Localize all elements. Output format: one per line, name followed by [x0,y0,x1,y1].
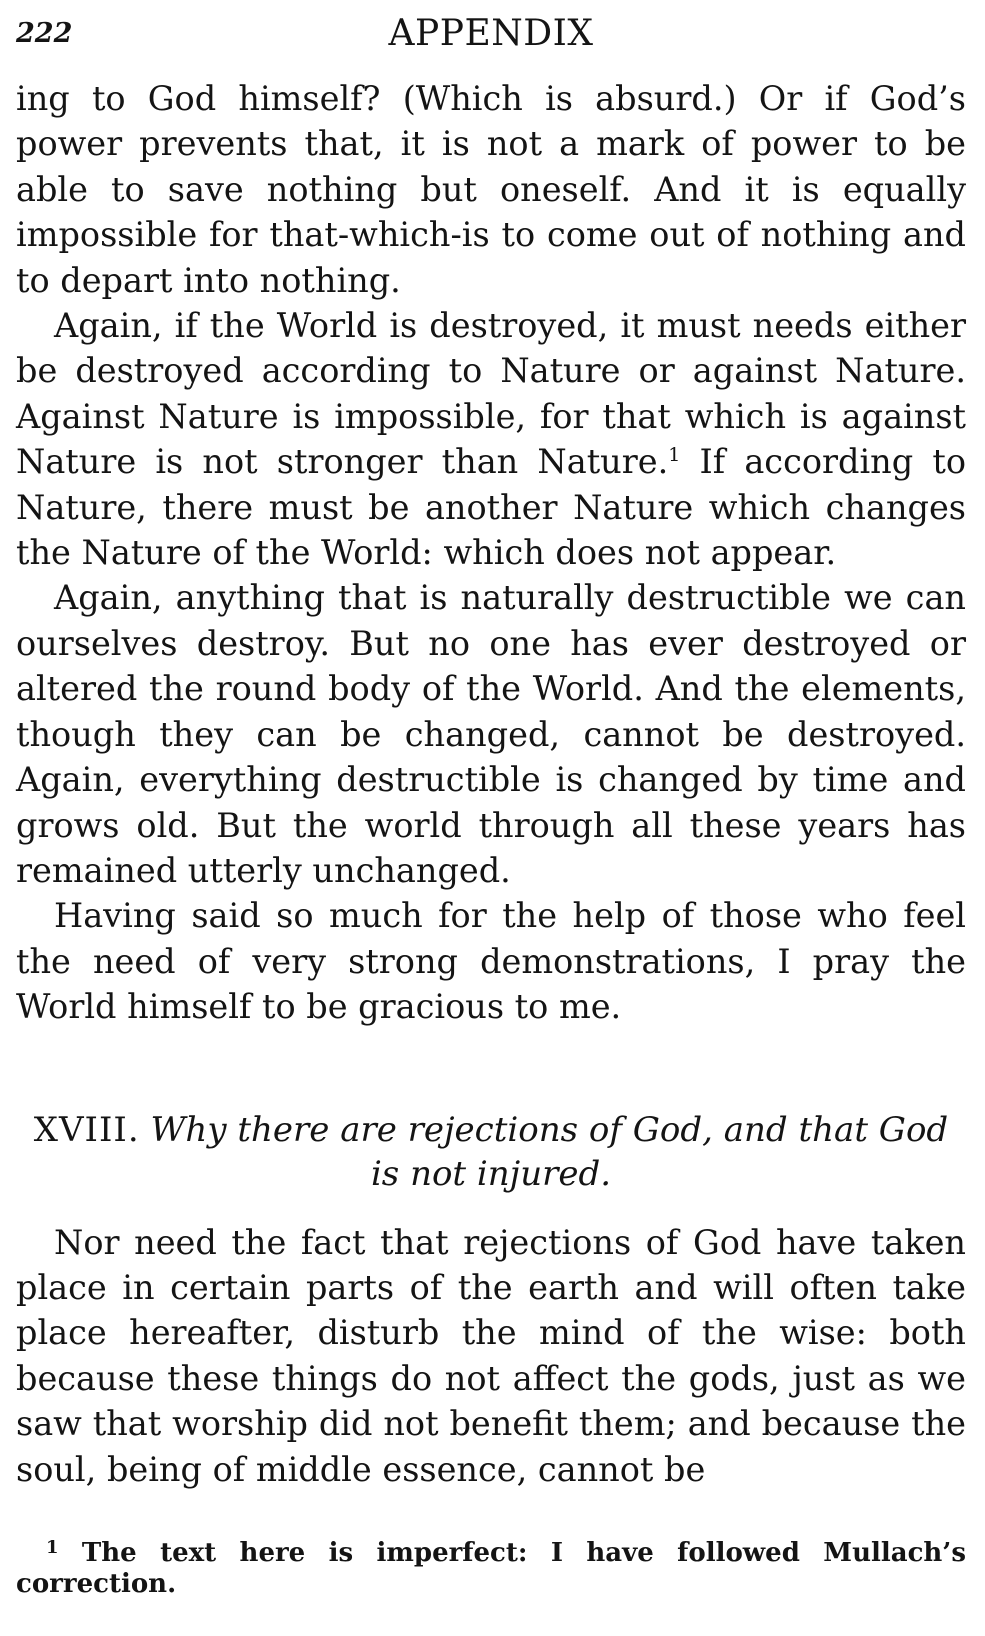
running-head [16,0,966,76]
body-text [16,76,966,1492]
section-numeral: XVIII. [33,1109,140,1150]
paragraph-4: Having said so much for the help of those who feel the need of very strong demonstrations, I pray the World himself to be gracious to me. [16,896,966,1027]
section-heading [16,1108,966,1196]
footnote-reference: 1 [668,444,681,467]
paragraph-2-continuation: If according to Nature, there must be another Nature which changes the Nature of the World: which does not appear. [16,442,967,573]
footnote-marker: 1 [46,1537,59,1558]
running-title: APPENDIX [388,13,594,54]
page-number: 222 [16,18,73,49]
section-paragraph: Nor need the fact that rejections of God have taken place in certain parts of the earth and will often take place hereafter, disturb the mind of the wise: both because these things do not affect the gods, just as we saw that worship did not benefit them; and because the soul, being of middle essence, cannot be [16,1222,966,1489]
footnote-text: The text here is imperfect: I have followed Mullach’s correction. [16,1538,966,1599]
book-page [16,0,966,1636]
section-title: Why there are rejections of God, and that God is not injured. [150,1109,949,1194]
paragraph-1: ing to God himself? (Which is absurd.) Or if God’s power prevents that, it is not a mark of power to be able to save nothing but oneself. And it is equally impossible for that-which-is to come out of nothing and to depart into nothing. [16,79,966,300]
paragraph-3: Again, anything that is naturally destructible we can ourselves destroy. But no one has ever destroyed or altered the round body of the World. And the elements, though they can be changed, cannot be destroyed. Again, everything destructible is changed by time and grows old. But the world through all these years has remained utterly unchanged. [16,578,966,890]
paragraph-2-text: Again, if the World is destroyed, it must needs either be destroyed according to Nature or against Nature. Against Nature is impossible, for that which is against Nature is not stronger than Nature. [16,306,966,482]
footnote [16,1538,966,1600]
paragraph-2 [16,303,966,575]
